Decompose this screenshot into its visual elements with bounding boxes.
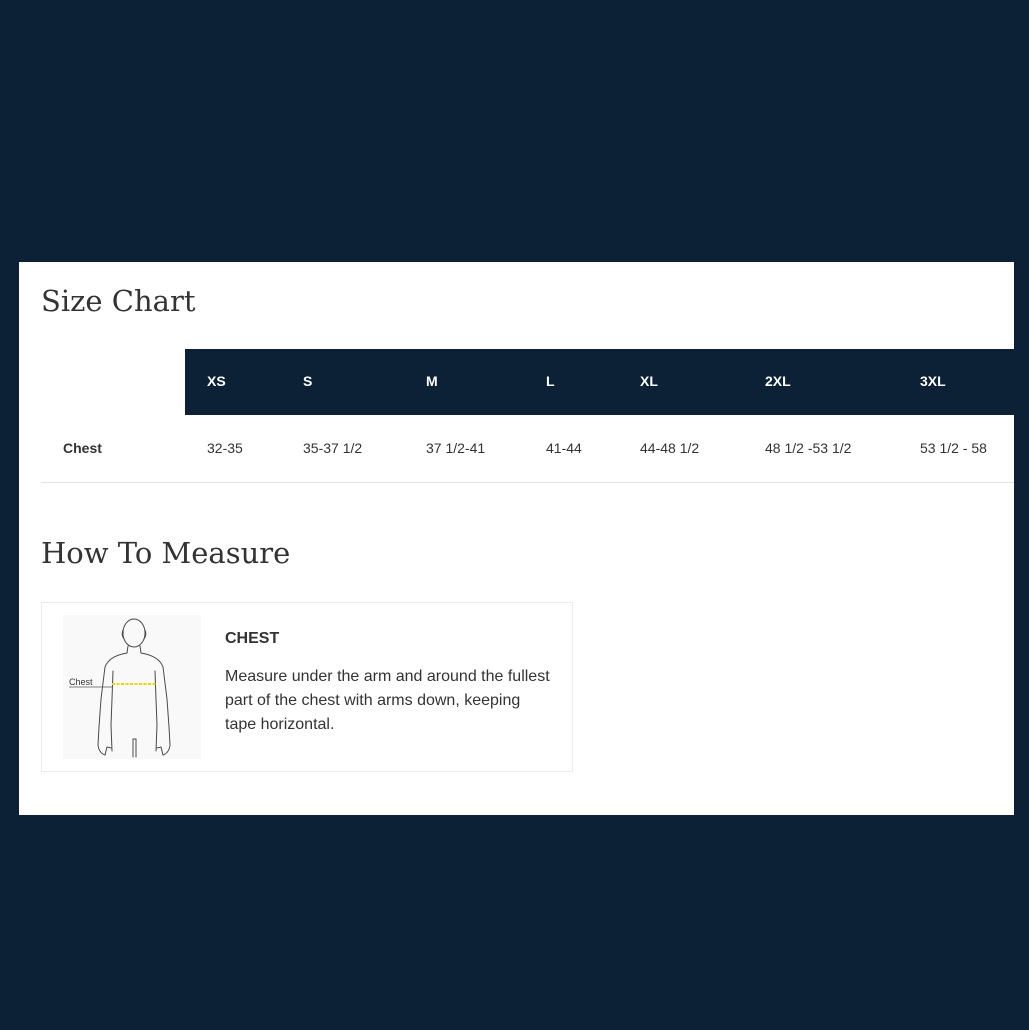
measure-item-title: CHEST	[225, 630, 280, 647]
chest-value-l: 41-44	[546, 440, 582, 456]
chest-value-xs: 32-35	[207, 440, 243, 456]
size-chart-title: Size Chart	[41, 284, 196, 318]
measure-item-description: Measure under the arm and around the fullest part of the chest with arms down, keeping tape horizontal.	[225, 668, 550, 733]
size-header-2xl: 2XL	[765, 373, 791, 389]
size-header-xl: XL	[640, 373, 658, 389]
chest-measure-figure	[63, 615, 201, 759]
how-to-measure-title: How To Measure	[41, 536, 291, 570]
size-header-xs: XS	[207, 373, 226, 389]
row-divider	[41, 482, 1014, 483]
chest-value-3xl: 53 1/2 - 58	[920, 440, 987, 456]
chest-value-m: 37 1/2-41	[426, 440, 486, 456]
size-header-l: L	[546, 373, 555, 389]
figure-chest-label: Chest	[69, 677, 93, 687]
chest-value-2xl: 48 1/2 -53 1/2	[765, 440, 852, 456]
size-header-m: M	[426, 373, 438, 389]
body-outline-chest-icon	[63, 615, 201, 759]
size-header-row	[185, 349, 1014, 415]
row-label-chest: Chest	[63, 440, 102, 456]
chest-value-s: 35-37 1/2	[303, 440, 363, 456]
chest-value-xl: 44-48 1/2	[640, 440, 700, 456]
size-header-s: S	[303, 373, 313, 389]
size-table	[41, 349, 1014, 483]
size-chart-panel	[19, 262, 1014, 815]
size-header-3xl: 3XL	[920, 373, 946, 389]
measure-card-chest	[41, 602, 573, 772]
